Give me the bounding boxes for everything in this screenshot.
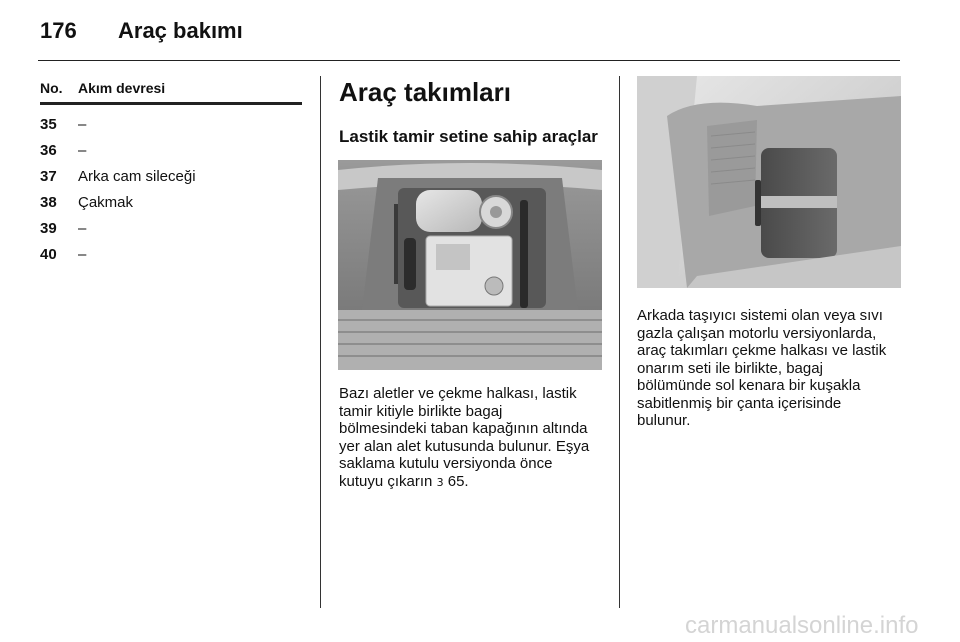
- tool-kit-photo: [338, 160, 602, 370]
- fuse-number: 39: [40, 219, 57, 237]
- table-row: [40, 189, 302, 215]
- fuse-table: [40, 80, 302, 267]
- trunk-bag-photo: [637, 76, 901, 288]
- triangle-ref-icon: 3: [436, 475, 444, 489]
- fuse-table-header: [40, 80, 302, 105]
- table-row: [40, 137, 302, 163]
- paragraph-1: [339, 385, 607, 491]
- column-divider-1: [320, 76, 321, 608]
- fuse-number: 36: [40, 141, 57, 159]
- ref-page: 65.: [443, 472, 469, 490]
- fuse-circuit: –: [78, 219, 87, 237]
- subsection-title: Lastik tamir setine sahip araçlar: [339, 127, 598, 146]
- header-circuit: Akım devresi: [78, 80, 166, 96]
- fuse-circuit: –: [78, 245, 87, 263]
- fuse-number: 40: [40, 245, 57, 263]
- table-row: [40, 241, 302, 267]
- table-row: [40, 163, 302, 189]
- section-title: Araç takımları: [339, 77, 511, 107]
- fuse-circuit: –: [78, 115, 87, 133]
- paragraph-2-text: Arkada taşıyıcı sistemi olan veya sıvı gazla çalışan motorlu versiyonlarda, araç takımları çekme halkası ve lastik onarım seti ile birlikte, bagaj bölümünde sol kenara bir kuşakla sabitlenmiş bir çanta içerisinde bulunur.: [637, 307, 887, 429]
- header-rule: [38, 60, 900, 61]
- column-divider-2: [619, 76, 620, 608]
- header-no: No.: [40, 80, 63, 96]
- fuse-number: 38: [40, 193, 57, 211]
- paragraph-2: [637, 307, 905, 430]
- page-title: Araç bakımı: [118, 18, 243, 43]
- watermark: carmanualsonline.info: [685, 612, 919, 639]
- fuse-circuit: Çakmak: [78, 193, 134, 211]
- page-number: 176: [40, 18, 77, 43]
- fuse-number: 37: [40, 167, 57, 185]
- table-row: [40, 111, 302, 137]
- fuse-circuit: –: [78, 141, 87, 159]
- paragraph-1-text: Bazı aletler ve çekme halkası, lastik tamir kitiyle birlikte bagaj bölmesindeki taban kapağının altında yer alan alet kutusunda bulunur. Eşya saklama kutulu versiyonda önce kutuyu çıkarın: [339, 385, 590, 490]
- fuse-circuit: Arka cam sileceği: [78, 167, 196, 185]
- fuse-number: 35: [40, 115, 57, 133]
- table-row: [40, 215, 302, 241]
